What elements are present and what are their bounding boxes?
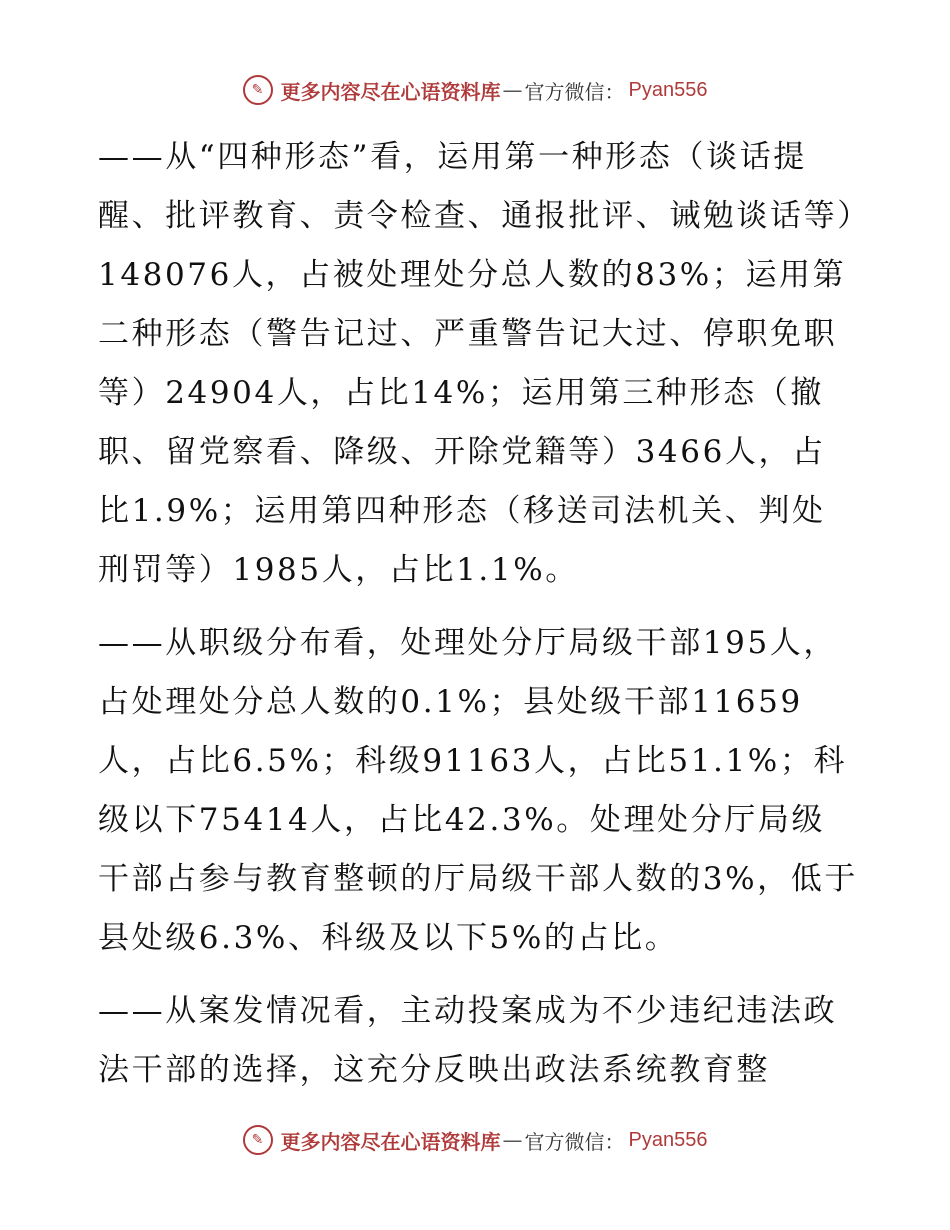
document-body [98,128,858,1114]
watermark-header [0,70,950,110]
watermark-separator: — [502,1128,523,1152]
watermark-text: 更多内容尽在心语资料库 [280,79,501,104]
watermark-text: 更多内容尽在心语资料库 [280,1129,501,1154]
wechat-label: 官方微信： [524,79,625,104]
watermark-footer [0,1120,950,1160]
wechat-id: Pyan556 [628,1128,708,1151]
paragraph-four-forms: ——从“四种形态”看，运用第一种形态（谈话提醒、批评教育、责令检查、通报批评、诫勉谈话等）148076人，占被处理处分总人数的83%；运用第二种形态（警告记过、严重警告记大过、停职免职等）24904人，占比14%；运用第三种形态（撤职、留党察看、降级、开除党籍等）3466人，占比1.9%；运用第四种形态（移送司法机关、判处刑罚等）1985人，占比1.1%。 [98,139,856,588]
logo-icon: ✎ [243,1125,273,1155]
watermark-separator: — [502,78,523,102]
logo-icon: ✎ [243,75,273,105]
wechat-id: Pyan556 [628,78,708,101]
wechat-label: 官方微信： [524,1129,625,1154]
paragraph-case-situation: ——从案发情况看，主动投案成为不少违纪违法政法干部的选择，这充分反映出政法系统教育整 [98,993,838,1088]
paragraph-rank-distribution: ——从职级分布看，处理处分厅局级干部195人，占处理处分总人数的0.1%；县处级干部11659人，占比6.5%；科级91163人，占比51.1%；科级以下75414人，占比42.3%。处理处分厅局级干部占参与教育整顿的厅局级干部人数的3%，低于县处级6.3%、科级及以下5%的占比。 [98,625,858,956]
